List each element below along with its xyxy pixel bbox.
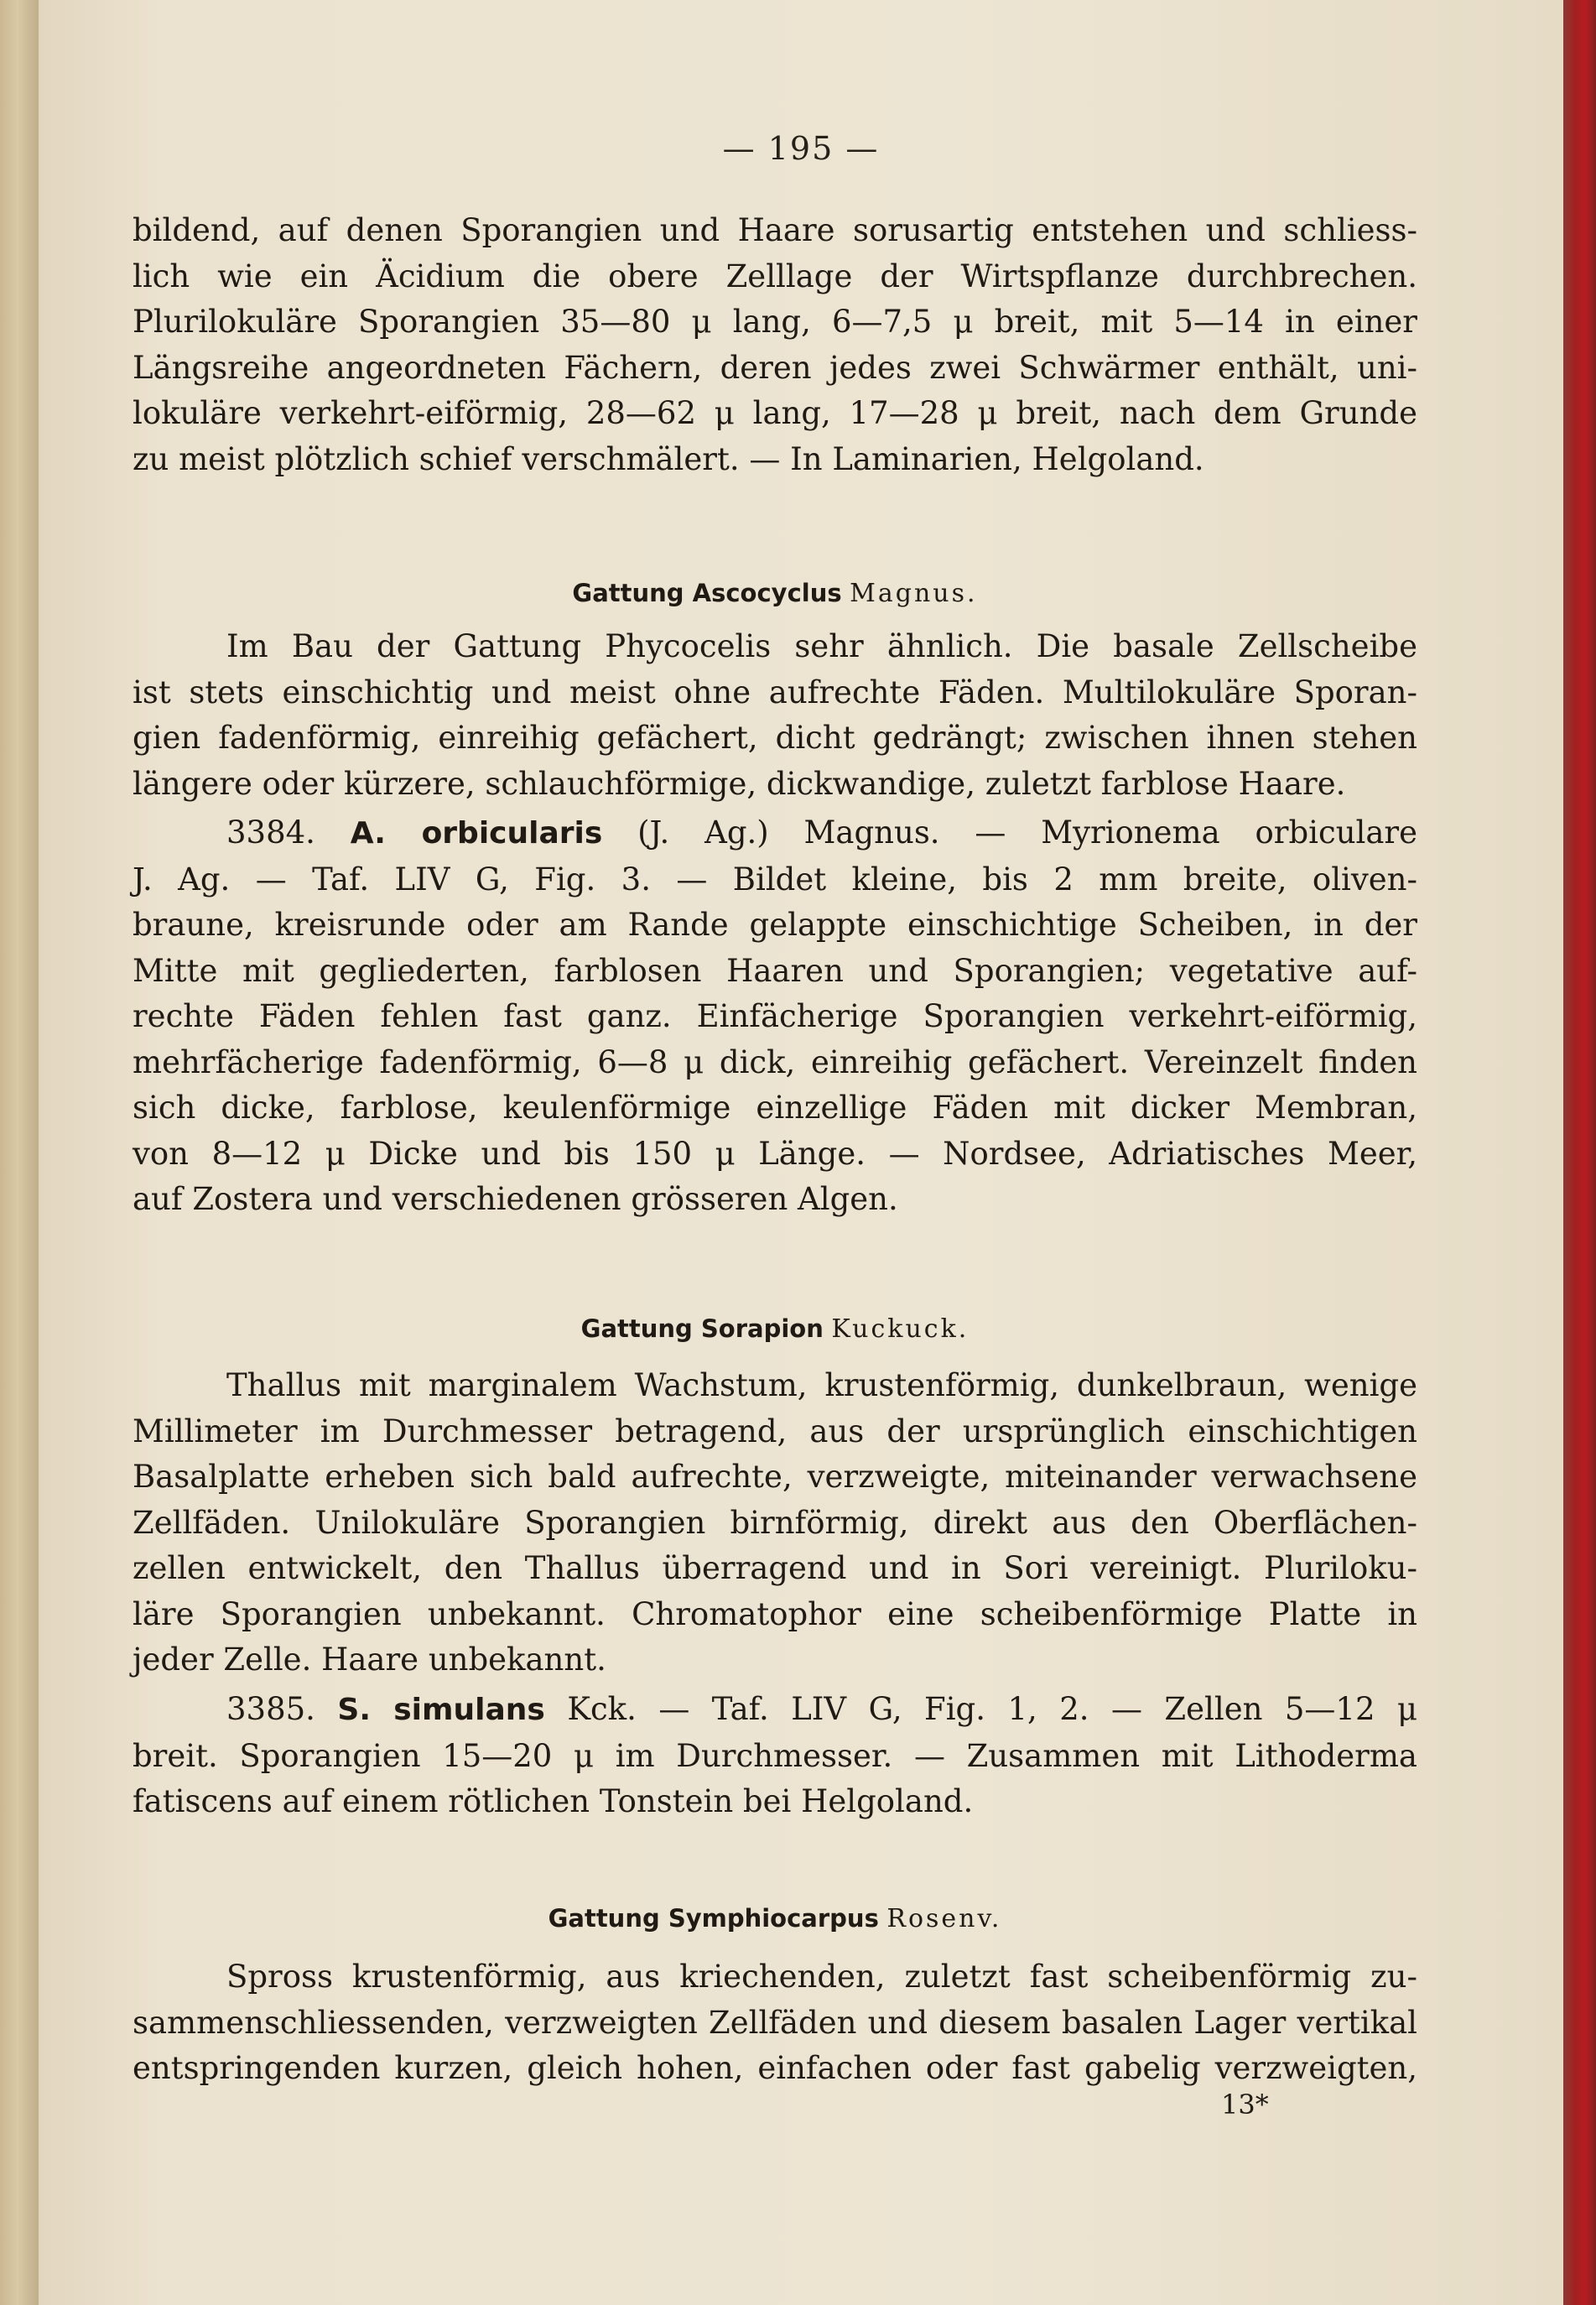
continuation-paragraph bbox=[133, 208, 1417, 482]
text-line: Längsreihe angeordneten Fächern, deren jedes zwei Schwärmer enthält, uni- bbox=[133, 349, 1417, 386]
species-entry bbox=[133, 1687, 1417, 1825]
text-line: fatiscens auf einem rötlichen Tonstein bei Helgoland. bbox=[133, 1783, 974, 1819]
text-line: Im Bau der Gattung Phycocelis sehr ähnlich. Die basale Zellscheibe bbox=[226, 628, 1417, 664]
text-line: gien fadenförmig, einreihig gefächert, dicht gedrängt; zwischen ihnen stehen bbox=[133, 720, 1417, 756]
genus-author: Rosenv. bbox=[886, 1904, 1002, 1933]
text-line: mehrfächerige fadenförmig, 6—8 μ dick, einreihig gefächert. Vereinzelt finden bbox=[133, 1043, 1417, 1080]
text-line: rechte Fäden fehlen fast ganz. Einfächerige Sporangien verkehrt-eiförmig, bbox=[133, 998, 1417, 1034]
book-cover-edge bbox=[1563, 0, 1596, 2305]
genus-name: Gattung Symphiocarpus bbox=[548, 1904, 879, 1933]
page-number: — 195 — bbox=[722, 130, 880, 167]
text-line: längere oder kürzere, schlauchförmige, dickwandige, zuletzt farblose Haare. bbox=[133, 765, 1346, 802]
text-line: sich dicke, farblose, keulenförmige einzellige Fäden mit dicker Membran, bbox=[133, 1090, 1417, 1126]
species-name: S. simulans bbox=[337, 1693, 545, 1727]
text-line: Kck. — Taf. LIV G, Fig. 1, 2. — Zellen 5—12 μ bbox=[567, 1691, 1418, 1727]
text-line: zellen entwickelt, den Thallus überragend und in Sori vereinigt. Pluriloku- bbox=[133, 1550, 1417, 1586]
text-line: sammenschliessenden, verzweigten Zellfäden und diesem basalen Lager vertikal bbox=[133, 2004, 1417, 2041]
text-line: J. Ag. — Taf. LIV G, Fig. 3. — Bildet kleine, bis 2 mm breite, oliven- bbox=[133, 861, 1417, 898]
text-line: auf Zostera und verschiedenen grösseren Algen. bbox=[133, 1181, 898, 1217]
text-line: breit. Sporangien 15—20 μ im Durchmesser. — Zusammen mit Lithoderma bbox=[133, 1737, 1417, 1774]
genus-name: Gattung Ascocyclus bbox=[572, 579, 842, 607]
text-line: Plurilokuläre Sporangien 35—80 μ lang, 6—7,5 μ breit, mit 5—14 in einer bbox=[133, 304, 1417, 340]
text-line: Basalplatte erheben sich bald aufrechte, verzweigte, miteinander verwachsene bbox=[133, 1459, 1417, 1495]
genus-description bbox=[133, 1363, 1417, 1683]
species-name: A. orbicularis bbox=[350, 816, 603, 851]
genus-heading bbox=[133, 1306, 1417, 1352]
text-line: von 8—12 μ Dicke und bis 150 μ Länge. — Nordsee, Adriatisches Meer, bbox=[133, 1135, 1417, 1172]
text-line: Thallus mit marginalem Wachstum, krustenförmig, dunkelbraun, wenige bbox=[226, 1367, 1417, 1403]
genus-description bbox=[133, 624, 1417, 807]
text-line: zu meist plötzlich schief verschmälert. — In Laminarien, Helgoland. bbox=[133, 440, 1204, 477]
printer-signature: 13* bbox=[1221, 2089, 1269, 2120]
book-gutter bbox=[0, 0, 39, 2305]
text-line: Mitte mit gegliederten, farblosen Haaren und Sporangien; vegetative auf- bbox=[133, 952, 1417, 989]
text-line: Spross krustenförmig, aus kriechenden, zuletzt fast scheibenförmig zu- bbox=[226, 1959, 1417, 1995]
text-line: jeder Zelle. Haare unbekannt. bbox=[133, 1642, 606, 1678]
text-line: läre Sporangien unbekannt. Chromatophor eine scheibenförmige Platte in bbox=[133, 1595, 1417, 1632]
text-line: bildend, auf denen Sporangien und Haare sorusartig entstehen und schliess- bbox=[133, 212, 1417, 248]
genus-heading bbox=[133, 1896, 1417, 1942]
species-number: 3385. bbox=[226, 1691, 315, 1727]
text-line: ist stets einschichtig und meist ohne aufrechte Fäden. Multilokuläre Sporan- bbox=[133, 674, 1417, 710]
text-line: lich wie ein Äcidium die obere Zelllage der Wirtspflanze durchbrechen. bbox=[133, 258, 1417, 294]
genus-author: Magnus. bbox=[850, 579, 978, 608]
genus-author: Kuckuck. bbox=[831, 1314, 970, 1344]
text-line: lokuläre verkehrt-eiförmig, 28—62 μ lang, 17—28 μ breit, nach dem Grunde bbox=[133, 395, 1417, 431]
book-page bbox=[39, 0, 1563, 2305]
species-number: 3384. bbox=[226, 814, 315, 851]
text-line: Zellfäden. Unilokuläre Sporangien birnförmig, direkt aus den Oberflächen- bbox=[133, 1504, 1417, 1541]
text-line: (J. Ag.) Magnus. — Myrionema orbiculare bbox=[637, 814, 1417, 851]
genus-heading bbox=[133, 570, 1417, 617]
species-entry bbox=[133, 810, 1417, 1223]
text-line: entspringenden kurzen, gleich hohen, einfachen oder fast gabelig verzweigten, bbox=[133, 2050, 1417, 2086]
genus-description bbox=[133, 1954, 1417, 2092]
genus-name: Gattung Sorapion bbox=[580, 1314, 824, 1343]
text-line: braune, kreisrunde oder am Rande gelappte einschichtige Scheiben, in der bbox=[133, 907, 1417, 943]
text-line: Millimeter im Durchmesser betragend, aus der ursprünglich einschichtigen bbox=[133, 1413, 1417, 1449]
